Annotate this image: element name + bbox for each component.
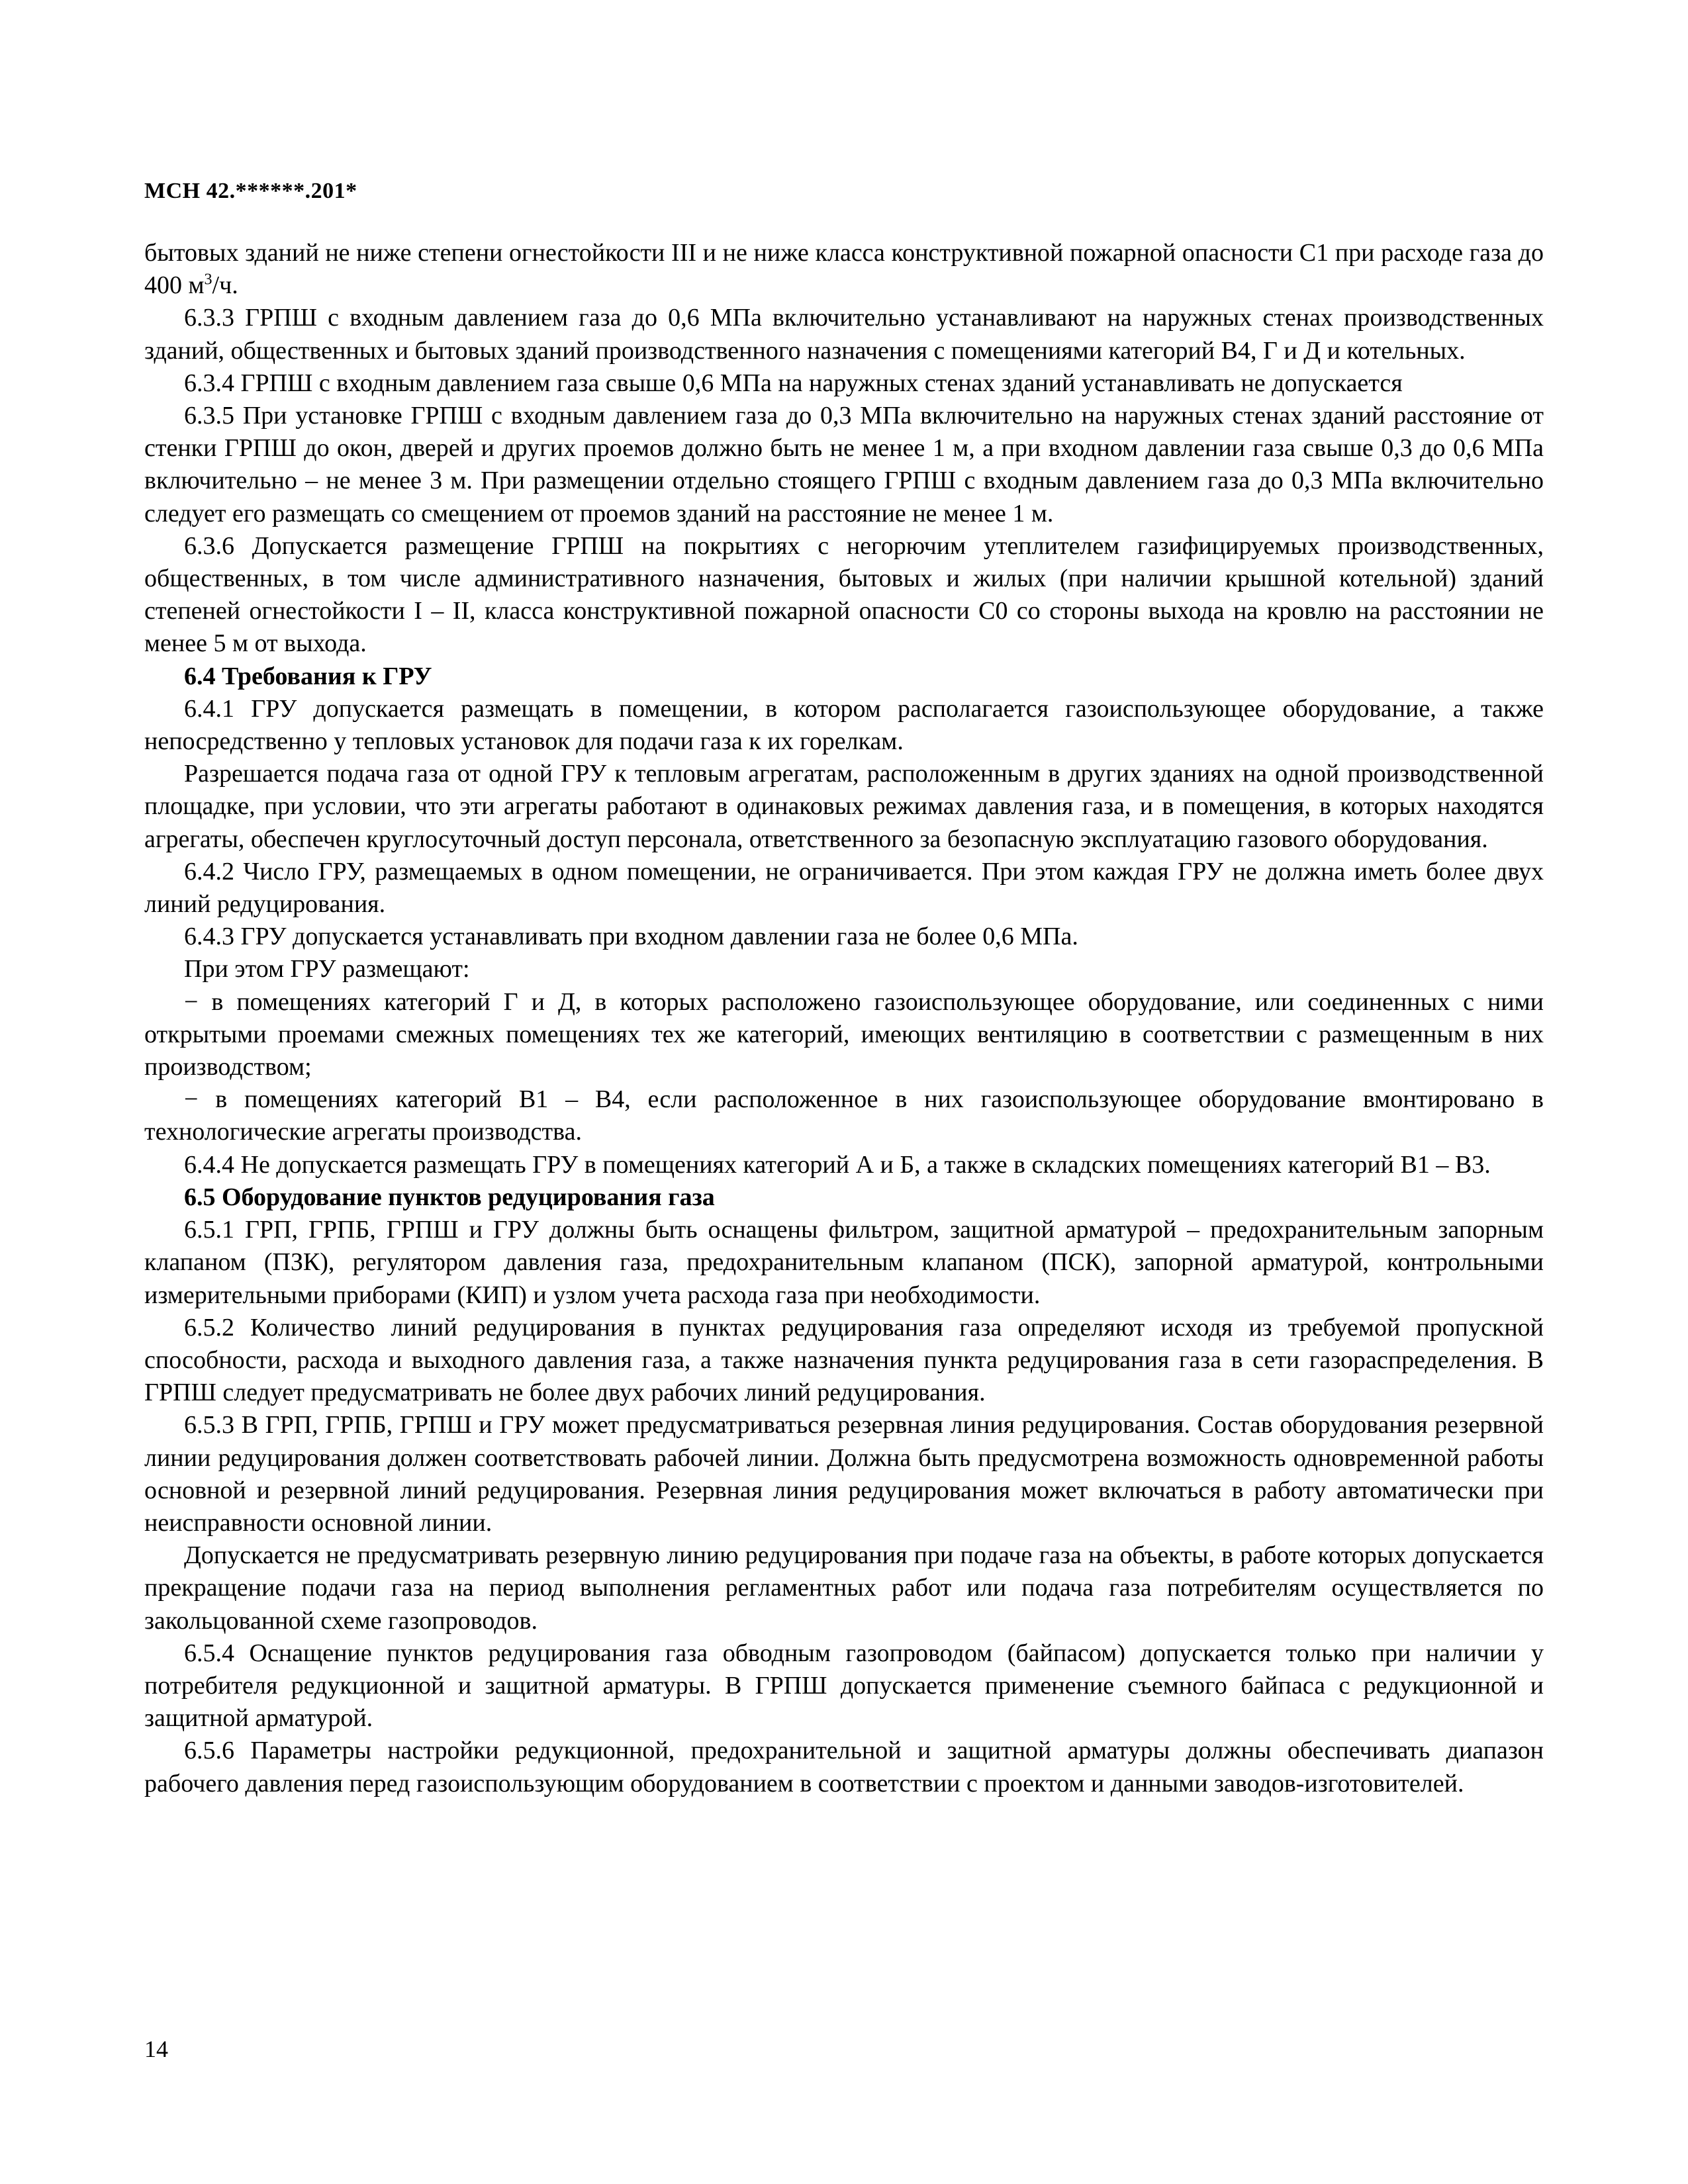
section-heading-6-4: 6.4 Требования к ГРУ — [184, 662, 432, 690]
paragraph-6-5-1: 6.5.1 ГРП, ГРПБ, ГРПШ и ГРУ должны быть оснащены фильтром, защитной арматурой – предохранительным запорным клапаном (ПЗК), регулятором давления газа, предохранительным клапаном (ПСК), запорной арматурой, контрольными измерительными приборами (КИП) и узлом учета расхода газа при необходимости. — [144, 1216, 1544, 1309]
list-item-categories-v1-v4: − в помещениях категорий В1 – В4, если расположенное в них газоиспользующее оборудование вмонтировано в технологические агрегаты производства. — [144, 1085, 1544, 1146]
paragraph-gru-supply: Разрешается подача газа от одной ГРУ к тепловым агрегатам, расположенным в других зданиях на одной производственной площадке, при условии, что эти агрегаты работают в одинаковых режимах давления газа, и в помещения, в которых находятся агрегаты, обеспечен круглосуточный доступ персонала, ответственного за безопасную эксплуатацию газового оборудования. — [144, 760, 1544, 853]
paragraph-6-5-3: 6.5.3 В ГРП, ГРПБ, ГРПШ и ГРУ может предусматриваться резервная линия редуцирования. Состав оборудования резервной линии редуцирования должен соответствовать рабочей линии. Должна быть предусмотрена возможность одновременной работы основной и резервной линий редуцирования. Резервная линия редуцирования может включаться в работу автоматически при неисправности основной линии. — [144, 1411, 1544, 1537]
paragraph-6-3-5: 6.3.5 При установке ГРПШ с входным давлением газа до 0,3 МПа включительно на наружных стенах зданий расстояние от стенки ГРПШ до окон, дверей и других проемов должно быть не менее 1 м, а при входном давлении газа свыше 0,3 до 0,6 МПа включительно – не менее 3 м. При размещении отдельно стоящего ГРПШ с входным давлением газа до 0,3 МПа включительно следует его размещать со смещением от проемов зданий на расстояние не менее 1 м. — [144, 402, 1544, 527]
list-item-categories-g-d: − в помещениях категорий Г и Д, в которых расположено газоиспользующее оборудование, или соединенных с ними открытыми проемами смежных помещениях тех же категорий, имеющих вентиляцию в соответствии с размещенным в них производством; — [144, 987, 1544, 1081]
paragraph-6-4-2: 6.4.2 Число ГРУ, размещаемых в одном помещении, не ограничивается. При этом каждая ГРУ не должна иметь более двух линий редуцирования. — [144, 857, 1544, 919]
paragraph-6-4-4: 6.4.4 Не допускается размещать ГРУ в помещениях категорий А и Б, а также в складских помещениях категорий В1 – В3. — [184, 1150, 1491, 1179]
paragraph-gru-placement: При этом ГРУ размещают: — [184, 955, 470, 983]
document-code-header: МСН 42.******.201* — [144, 179, 357, 203]
page-number: 14 — [144, 2036, 168, 2062]
paragraph-6-5-4: 6.5.4 Оснащение пунктов редуцирования газа обводным газопроводом (байпасом) допускается только при наличии у потребителя редукционной и защитной арматуры. В ГРПШ допускается применение съемного байпаса с редукционной и защитной арматурой. — [144, 1639, 1544, 1733]
paragraph-text-end: /ч. — [212, 271, 238, 300]
paragraph-reserve-line: Допускается не предусматривать резервную линию редуцирования при подаче газа на объекты, в работе которых допускается прекращение подачи газа на период выполнения регламентных работ или подача газа потребителям осуществляется по закольцованной схеме газопроводов. — [144, 1541, 1544, 1635]
paragraph-continuation — [144, 237, 1544, 302]
paragraph-6-4-3: 6.4.3 ГРУ допускается устанавливать при входном давлении газа не более 0,6 МПа. — [184, 923, 1078, 951]
paragraph-text: бытовых зданий не ниже степени огнестойкости III и не ниже класса конструктивной пожарной опасности С1 при расходе газа до 400 м — [144, 239, 1544, 300]
paragraph-6-4-1: 6.4.1 ГРУ допускается размещать в помещении, в котором располагается газоиспользующее оборудование, а также непосредственно у тепловых установок для подачи газа к их горелкам. — [144, 694, 1544, 756]
paragraph-6-3-6: 6.3.6 Допускается размещение ГРПШ на покрытиях с негорючим утеплителем газифицируемых производственных, общественных, в том числе административного назначения, бытовых и жилых (при наличии крышной котельной) зданий степеней огнестойкости I – II, класса конструктивной пожарной опасности С0 со стороны выхода на кровлю на расстоянии не менее 5 м от выхода. — [144, 531, 1544, 658]
paragraph-6-3-3: 6.3.3 ГРПШ с входным давлением газа до 0,6 МПа включительно устанавливают на наружных стенах производственных зданий, общественных и бытовых зданий производственного назначения с помещениями категорий В4, Г и Д и котельных. — [144, 304, 1544, 365]
paragraph-6-5-2: 6.5.2 Количество линий редуцирования в пунктах редуцирования газа определяют исходя из требуемой пропускной способности, расхода и выходного давления газа, а также назначения пункта редуцирования газа в сети газораспределения. В ГРПШ следует предусматривать не более двух рабочих линий редуцирования. — [144, 1313, 1544, 1407]
section-heading-6-5: 6.5 Оборудование пунктов редуцирования газа — [184, 1183, 715, 1211]
paragraph-6-3-4: 6.3.4 ГРПШ с входным давлением газа свыше 0,6 МПа на наружных стенах зданий устанавливать не допускается — [184, 369, 1403, 397]
document-body — [144, 237, 1544, 1800]
paragraph-6-5-6: 6.5.6 Параметры настройки редукционной, предохранительной и защитной арматуры должны обеспечивать диапазон рабочего давления перед газоиспользующим оборудованием в соответствии с проектом и данными заводов-изготовителей. — [144, 1737, 1544, 1797]
superscript-unit: 3 — [204, 271, 212, 289]
